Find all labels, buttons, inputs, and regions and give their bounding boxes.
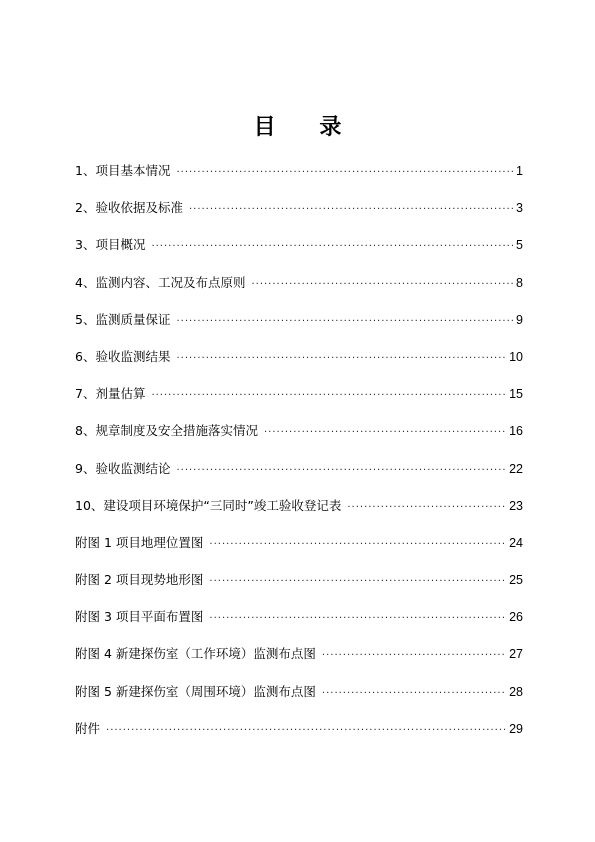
toc-list <box>75 162 523 757</box>
toc-leader-dots <box>347 499 506 517</box>
toc-entry[interactable] <box>75 422 523 459</box>
toc-entry-text: 附件 <box>75 720 101 736</box>
toc-leader-dots <box>176 164 513 182</box>
toc-leader-dots <box>264 424 506 442</box>
toc-entry-page: 22 <box>509 461 523 476</box>
toc-entry[interactable] <box>75 645 523 682</box>
toc-entry-page: 3 <box>516 201 523 216</box>
toc-entry-text: 7、剂量估算 <box>75 386 146 402</box>
toc-entry-page: 26 <box>509 610 523 625</box>
toc-leader-dots <box>251 276 513 294</box>
toc-leader-dots <box>209 536 506 554</box>
toc-entry[interactable] <box>75 385 523 422</box>
toc-entry-page: 23 <box>509 498 523 513</box>
toc-leader-dots <box>176 350 506 368</box>
toc-entry-page: 24 <box>509 535 523 550</box>
toc-entry[interactable] <box>75 348 523 385</box>
toc-entry[interactable] <box>75 236 523 273</box>
toc-leader-dots <box>106 722 506 740</box>
toc-entry-text: 1、项目基本情况 <box>75 163 171 178</box>
toc-entry-page: 27 <box>509 647 523 662</box>
toc-entry-page: 29 <box>509 721 523 736</box>
toc-entry[interactable] <box>75 274 523 311</box>
toc-entry-text: 9、验收监测结论 <box>75 460 171 476</box>
toc-entry-text: 5、监测质量保证 <box>75 311 171 327</box>
toc-entry[interactable] <box>75 608 523 645</box>
toc-entry[interactable] <box>75 683 523 720</box>
toc-entry-text: 附图 5 新建探伤室（周围环境）监测布点图 <box>75 683 316 699</box>
toc-entry-text: 3、项目概况 <box>75 237 146 253</box>
toc-entry-page: 5 <box>516 238 523 253</box>
toc-entry-text: 8、规章制度及安全措施落实情况 <box>75 423 258 439</box>
toc-title: 目 录 <box>253 115 360 140</box>
toc-entry[interactable] <box>75 720 523 757</box>
toc-entry[interactable] <box>75 571 523 608</box>
toc-entry-page: 9 <box>516 312 523 327</box>
toc-leader-dots <box>322 685 506 703</box>
toc-entry[interactable] <box>75 534 523 571</box>
toc-entry-text: 2、验收依据及标准 <box>75 200 183 216</box>
toc-entry[interactable] <box>75 311 523 348</box>
toc-leader-dots <box>209 573 506 591</box>
toc-entry-page: 16 <box>509 424 523 439</box>
toc-entry-text: 附图 2 项目现势地形图 <box>75 572 204 588</box>
toc-entry-text: 10、建设项目环境保护“三同时”竣工验收登记表 <box>75 497 342 513</box>
toc-leader-dots <box>176 462 506 480</box>
toc-entry-page: 25 <box>509 573 523 588</box>
toc-leader-dots <box>151 387 506 405</box>
toc-entry-text: 附图 3 项目平面布置图 <box>75 609 204 625</box>
toc-entry-page: 8 <box>516 275 523 290</box>
toc-leader-dots <box>189 201 513 219</box>
toc-entry-text: 附图 1 项目地理位置图 <box>75 534 204 550</box>
toc-entry-text: 6、验收监测结果 <box>75 348 171 364</box>
toc-entry-page: 10 <box>509 349 523 364</box>
toc-entry-text: 附图 4 新建探伤室（工作环境）监测布点图 <box>75 646 316 662</box>
toc-entry[interactable] <box>75 497 523 534</box>
toc-entry-page: 28 <box>509 684 523 699</box>
toc-entry[interactable] <box>75 162 523 199</box>
toc-entry-text: 4、监测内容、工况及布点原则 <box>75 274 246 290</box>
toc-entry[interactable] <box>75 199 523 236</box>
toc-entry[interactable] <box>75 460 523 497</box>
toc-entry-page: 15 <box>509 387 523 402</box>
toc-leader-dots <box>151 238 513 256</box>
toc-leader-dots <box>322 647 506 665</box>
toc-entry-page: 1 <box>516 164 523 178</box>
toc-leader-dots <box>209 610 506 628</box>
toc-leader-dots <box>176 313 513 331</box>
